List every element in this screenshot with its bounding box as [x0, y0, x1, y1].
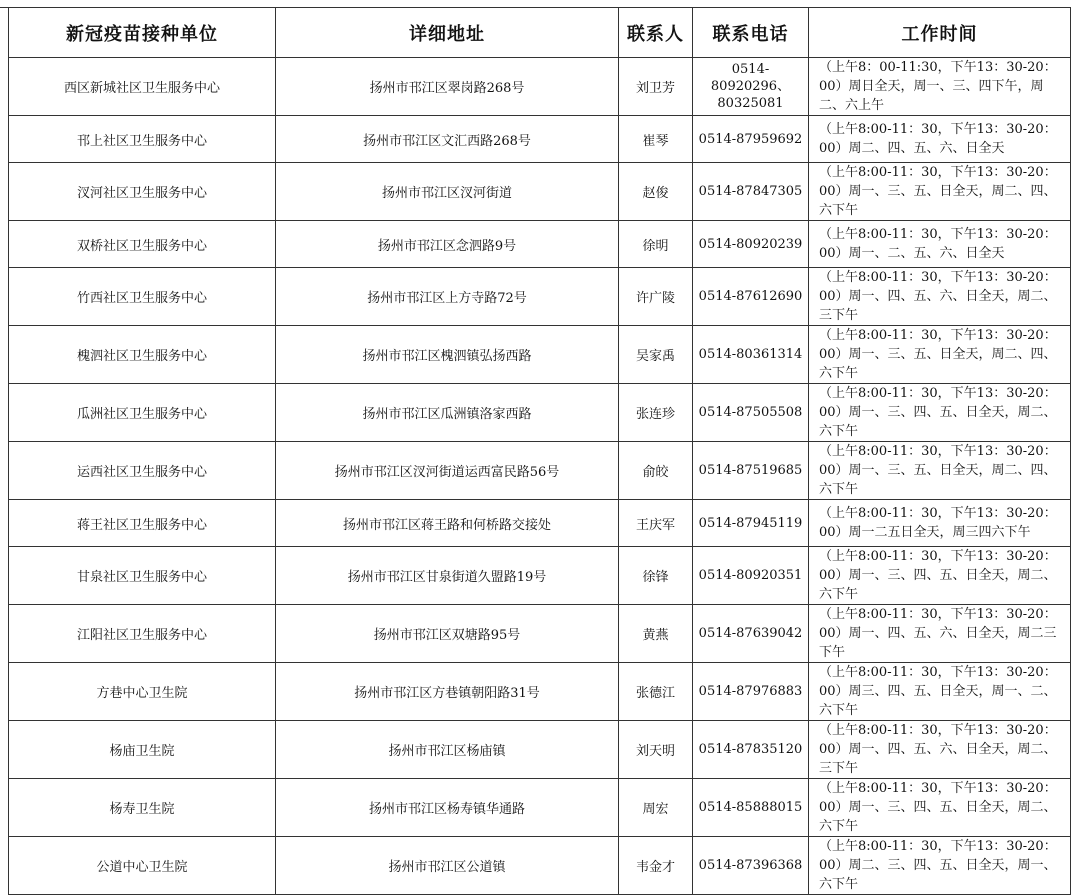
cell-phone: 0514-87847305	[693, 163, 809, 221]
cell-phone: 0514-80920239	[693, 221, 809, 268]
cell-contact: 许广陵	[619, 268, 693, 326]
cell-contact: 张连珍	[619, 384, 693, 442]
cell-hours: （上午8:00-11：30，下午13：30-20：00）周三、四、五、日全天，周一、二、六下午	[809, 663, 1071, 721]
cell-phone: 0514-87519685	[693, 442, 809, 500]
cell-address: 扬州市邗江区蒋王路和何桥路交接处	[276, 500, 619, 547]
cell-hours: （上午8:00-11：30，下午13：30-20：00）周二、四、五、六、日全天	[809, 116, 1071, 163]
cell-hours: （上午8:00-11：30，下午13：30-20：00）周一、四、五、六、日全天，周二、三下午	[809, 268, 1071, 326]
cell-hours: （上午8:00-11：30，下午13：30-20：00）周一、二、五、六、日全天	[809, 221, 1071, 268]
table-row	[9, 221, 1071, 268]
cell-phone: 0514-87396368	[693, 837, 809, 895]
cell-unit: 瓜洲社区卫生服务中心	[9, 384, 276, 442]
cell-phone: 0514-87505508	[693, 384, 809, 442]
cell-phone: 0514-87612690	[693, 268, 809, 326]
header-hours: 工作时间	[809, 8, 1071, 58]
vaccination-sites-table	[8, 7, 1071, 895]
cell-phone: 0514-87835120	[693, 721, 809, 779]
table-row	[9, 605, 1071, 663]
cell-unit: 槐泗社区卫生服务中心	[9, 326, 276, 384]
cell-hours: （上午8:00-11：30，下午13：30-20：00）周一、四、五、六、日全天，周二、三下午	[809, 721, 1071, 779]
cell-hours: （上午8:00-11：30，下午13：30-20：00）周一、三、五、日全天，周二、四、六下午	[809, 326, 1071, 384]
table-row	[9, 163, 1071, 221]
cell-contact: 崔琴	[619, 116, 693, 163]
cell-unit: 双桥社区卫生服务中心	[9, 221, 276, 268]
table-row	[9, 326, 1071, 384]
cell-hours: （上午8:00-11：30，下午13：30-20：00）周二、三、四、五、日全天，周一、六下午	[809, 837, 1071, 895]
header-contact: 联系人	[619, 8, 693, 58]
cell-address: 扬州市邗江区上方寺路72号	[276, 268, 619, 326]
cell-address: 扬州市邗江区汊河街道运西富民路56号	[276, 442, 619, 500]
cell-hours: （上午8:00-11：30，下午13：30-20：00）周一、四、五、六、日全天，周二三下午	[809, 605, 1071, 663]
cell-address: 扬州市邗江区方巷镇朝阳路31号	[276, 663, 619, 721]
cell-address: 扬州市邗江区双塘路95号	[276, 605, 619, 663]
cell-unit: 蒋王社区卫生服务中心	[9, 500, 276, 547]
cell-unit: 江阳社区卫生服务中心	[9, 605, 276, 663]
cell-phone: 0514-80920296、80325081	[693, 58, 809, 116]
table-row	[9, 58, 1071, 116]
header-phone: 联系电话	[693, 8, 809, 58]
cell-unit: 杨寿卫生院	[9, 779, 276, 837]
header-unit: 新冠疫苗接种单位	[9, 8, 276, 58]
cell-contact: 赵俊	[619, 163, 693, 221]
cell-address: 扬州市邗江区翠岗路268号	[276, 58, 619, 116]
cell-contact: 刘卫芳	[619, 58, 693, 116]
cell-phone: 0514-87959692	[693, 116, 809, 163]
cell-unit: 甘泉社区卫生服务中心	[9, 547, 276, 605]
cell-phone: 0514-87945119	[693, 500, 809, 547]
cell-contact: 刘天明	[619, 721, 693, 779]
cell-contact: 徐锋	[619, 547, 693, 605]
cell-phone: 0514-85888015	[693, 779, 809, 837]
table-row	[9, 500, 1071, 547]
cell-phone: 0514-80920351	[693, 547, 809, 605]
table-row	[9, 384, 1071, 442]
header-row	[9, 8, 1071, 58]
cell-address: 扬州市邗江区公道镇	[276, 837, 619, 895]
cell-contact: 俞皎	[619, 442, 693, 500]
table-row	[9, 721, 1071, 779]
cell-contact: 张德江	[619, 663, 693, 721]
cell-contact: 王庆军	[619, 500, 693, 547]
cell-unit: 汊河社区卫生服务中心	[9, 163, 276, 221]
cell-hours: （上午8:00-11：30，下午13：30-20：00）周一、三、四、五、日全天，周二、六下午	[809, 384, 1071, 442]
cell-unit: 杨庙卫生院	[9, 721, 276, 779]
cell-address: 扬州市邗江区念泗路9号	[276, 221, 619, 268]
cell-phone: 0514-87639042	[693, 605, 809, 663]
cell-contact: 黄燕	[619, 605, 693, 663]
cell-unit: 公道中心卫生院	[9, 837, 276, 895]
table-row	[9, 268, 1071, 326]
cell-hours: （上午8:00-11：30，下午13：30-20：00）周一、三、四、五、日全天，周二、六下午	[809, 779, 1071, 837]
cell-contact: 韦金才	[619, 837, 693, 895]
cell-hours: （上午8:00-11：30，下午13：30-20：00）周一、三、五、日全天，周二、四、六下午	[809, 163, 1071, 221]
cell-address: 扬州市邗江区甘泉街道久盟路19号	[276, 547, 619, 605]
cell-contact: 徐明	[619, 221, 693, 268]
cell-address: 扬州市邗江区杨寿镇华通路	[276, 779, 619, 837]
table-row	[9, 547, 1071, 605]
cell-phone: 0514-87976883	[693, 663, 809, 721]
cell-address: 扬州市邗江区杨庙镇	[276, 721, 619, 779]
cell-phone: 0514-80361314	[693, 326, 809, 384]
table-row	[9, 779, 1071, 837]
table-row	[9, 442, 1071, 500]
cell-unit: 邗上社区卫生服务中心	[9, 116, 276, 163]
cell-unit: 西区新城社区卫生服务中心	[9, 58, 276, 116]
table-row	[9, 837, 1071, 895]
cell-hours: （上午8:00-11：30，下午13：30-20：00）周一、三、四、五、日全天，周二、六下午	[809, 547, 1071, 605]
table-row	[9, 116, 1071, 163]
cell-contact: 吴家禹	[619, 326, 693, 384]
header-address: 详细地址	[276, 8, 619, 58]
cell-hours: （上午8:00-11：30，下午13：30-20：00）周一二五日全天，周三四六下午	[809, 500, 1071, 547]
cell-unit: 竹西社区卫生服务中心	[9, 268, 276, 326]
cell-address: 扬州市邗江区文汇西路268号	[276, 116, 619, 163]
cell-contact: 周宏	[619, 779, 693, 837]
cell-unit: 运西社区卫生服务中心	[9, 442, 276, 500]
cell-hours: （上午8：00-11:30，下午13：30-20：00）周日全天，周一、三、四下午，周二、六上午	[809, 58, 1071, 116]
table-row	[9, 663, 1071, 721]
cell-address: 扬州市邗江区槐泗镇弘扬西路	[276, 326, 619, 384]
cell-unit: 方巷中心卫生院	[9, 663, 276, 721]
cell-address: 扬州市邗江区瓜洲镇洛家西路	[276, 384, 619, 442]
cell-address: 扬州市邗江区汊河街道	[276, 163, 619, 221]
cell-hours: （上午8:00-11：30，下午13：30-20：00）周一、三、五、日全天，周二、四、六下午	[809, 442, 1071, 500]
